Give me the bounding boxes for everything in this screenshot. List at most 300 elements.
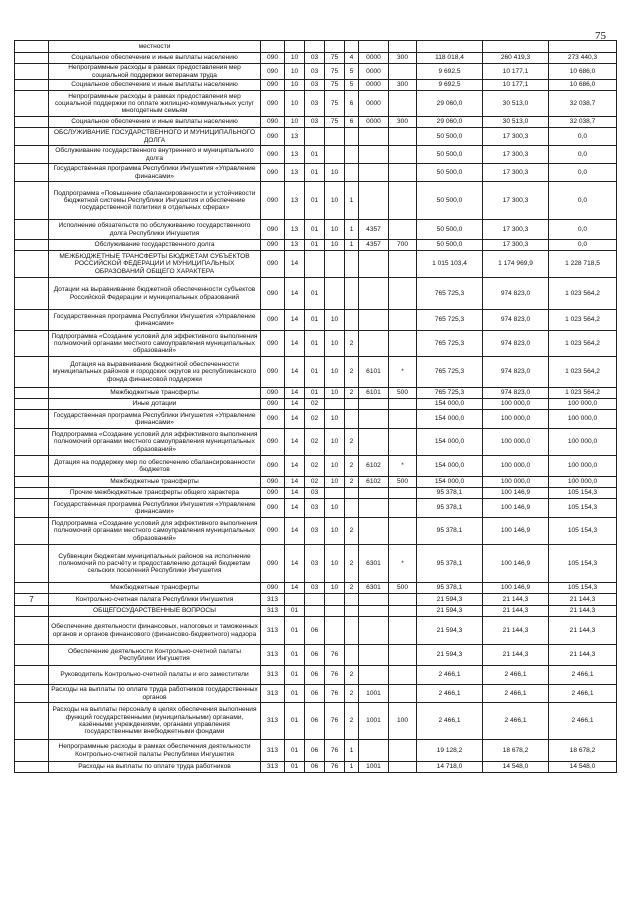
code-cell-c4: 76 xyxy=(325,762,345,773)
code-cell-v1: 765 725,3 xyxy=(417,310,483,331)
code-cell-c3: 03 xyxy=(305,53,325,64)
row-name-cell: Межбюджетные трансферты xyxy=(49,388,261,399)
code-cell-c3: 03 xyxy=(305,583,325,594)
code-cell-v2: 100 000,0 xyxy=(483,456,549,477)
code-cell-c6 xyxy=(359,310,389,331)
row-name-cell: ОБЩЕГОСУДАРСТВЕННЫЕ ВОПРОСЫ xyxy=(49,606,261,617)
code-cell-c7: * xyxy=(389,456,417,477)
code-cell-c5: 2 xyxy=(345,545,359,583)
row-number-cell xyxy=(15,357,49,388)
code-cell-c7: 500 xyxy=(389,477,417,488)
code-cell-c4 xyxy=(325,617,345,645)
code-cell-c5 xyxy=(345,410,359,429)
code-cell-v1: 21 594,3 xyxy=(417,645,483,666)
row-name-cell: Государственная программа Республики Ингушетия «Управление финансами» xyxy=(49,410,261,429)
table-row xyxy=(15,251,617,278)
row-name-cell: Непрограммные расходы в рамках предоставления мер социальной поддержки ветеранам труда xyxy=(49,64,261,80)
code-cell-c1: 090 xyxy=(261,499,285,518)
code-cell-v1: 9 692,5 xyxy=(417,64,483,80)
code-cell-c5: 5 xyxy=(345,80,359,91)
code-cell-c3: 01 xyxy=(305,240,325,251)
table-row xyxy=(15,518,617,545)
code-cell-c1: 313 xyxy=(261,606,285,617)
code-cell-c2: 14 xyxy=(285,583,305,594)
code-cell-v3: 0,0 xyxy=(549,146,617,164)
code-cell-c3: 03 xyxy=(305,518,325,545)
code-cell-c5: 1 xyxy=(345,240,359,251)
code-cell-c3: 06 xyxy=(305,740,325,762)
code-cell-c7 xyxy=(389,499,417,518)
code-cell-c4: 10 xyxy=(325,477,345,488)
code-cell-v2: 10 177,1 xyxy=(483,64,549,80)
code-cell-c4: 75 xyxy=(325,53,345,64)
code-cell-v3: 100 000,0 xyxy=(549,399,617,410)
code-cell-v2: 100 000,0 xyxy=(483,429,549,456)
code-cell-v3: 1 228 718,5 xyxy=(549,251,617,278)
code-cell-v3: 105 154,3 xyxy=(549,583,617,594)
code-cell-c4 xyxy=(325,146,345,164)
code-cell-c7 xyxy=(389,331,417,357)
code-cell-c1: 090 xyxy=(261,117,285,128)
row-number-cell xyxy=(15,410,49,429)
code-cell-c5 xyxy=(345,251,359,278)
table-row xyxy=(15,146,617,164)
code-cell-c7: * xyxy=(389,357,417,388)
code-cell-c6 xyxy=(359,146,389,164)
code-cell-c2: 10 xyxy=(285,91,305,117)
code-cell-v2: 100 000,0 xyxy=(483,410,549,429)
code-cell-c2: 14 xyxy=(285,357,305,388)
code-cell-c5: 1 xyxy=(345,220,359,240)
code-cell-v2: 10 177,1 xyxy=(483,80,549,91)
code-cell-v2: 2 466,1 xyxy=(483,666,549,685)
code-cell-c6: 4357 xyxy=(359,240,389,251)
code-cell-c6: 1001 xyxy=(359,703,389,740)
code-cell-c2: 14 xyxy=(285,331,305,357)
code-cell-c4 xyxy=(325,399,345,410)
code-cell-c7 xyxy=(389,429,417,456)
code-cell-v3: 100 000,0 xyxy=(549,429,617,456)
table-row xyxy=(15,278,617,310)
row-number-cell xyxy=(15,251,49,278)
code-cell-v2: 17 300,3 xyxy=(483,240,549,251)
code-cell-v2: 17 300,3 xyxy=(483,128,549,146)
code-cell-c7: 300 xyxy=(389,53,417,64)
row-number-cell xyxy=(15,399,49,410)
row-name-cell: Иные дотации xyxy=(49,399,261,410)
code-cell-c2 xyxy=(285,41,305,53)
code-cell-c5: 2 xyxy=(345,357,359,388)
code-cell-c6 xyxy=(359,594,389,606)
row-name-cell: Обеспечение деятельности Контрольно-счетной палаты Республики Ингушетия xyxy=(49,645,261,666)
code-cell-v3: 273 440,3 xyxy=(549,53,617,64)
code-cell-c1: 090 xyxy=(261,518,285,545)
row-name-cell: Обслуживание государственного долга xyxy=(49,240,261,251)
code-cell-c7 xyxy=(389,410,417,429)
code-cell-c5 xyxy=(345,278,359,310)
row-name-cell: Контрольно-счетная палата Республики Ингушетия xyxy=(49,594,261,606)
code-cell-c1: 090 xyxy=(261,80,285,91)
code-cell-c4: 76 xyxy=(325,645,345,666)
code-cell-c1: 090 xyxy=(261,357,285,388)
table-row xyxy=(15,64,617,80)
table-row xyxy=(15,53,617,64)
code-cell-c4: 10 xyxy=(325,357,345,388)
code-cell-c1 xyxy=(261,41,285,53)
code-cell-c1: 090 xyxy=(261,128,285,146)
code-cell-c2: 13 xyxy=(285,128,305,146)
code-cell-c2: 14 xyxy=(285,278,305,310)
code-cell-c2: 14 xyxy=(285,477,305,488)
code-cell-c2: 14 xyxy=(285,410,305,429)
code-cell-c2: 10 xyxy=(285,117,305,128)
code-cell-c6 xyxy=(359,164,389,182)
row-name-cell: Подпрограмма «Создание условий для эффективного выполнения полномочий органами местного самоуправления муниципальных образований» xyxy=(49,518,261,545)
code-cell-v2: 100 000,0 xyxy=(483,399,549,410)
code-cell-v1: 95 378,1 xyxy=(417,499,483,518)
code-cell-v3: 32 038,7 xyxy=(549,91,617,117)
code-cell-c7 xyxy=(389,518,417,545)
table-row xyxy=(15,80,617,91)
code-cell-c3: 06 xyxy=(305,645,325,666)
code-cell-c3: 01 xyxy=(305,220,325,240)
code-cell-v1: 2 466,1 xyxy=(417,685,483,703)
code-cell-v2: 21 144,3 xyxy=(483,606,549,617)
code-cell-c7 xyxy=(389,64,417,80)
code-cell-c6 xyxy=(359,399,389,410)
code-cell-v2: 21 144,3 xyxy=(483,617,549,645)
code-cell-c2: 14 xyxy=(285,310,305,331)
row-number-cell xyxy=(15,41,49,53)
code-cell-c6: 0000 xyxy=(359,80,389,91)
code-cell-c5 xyxy=(345,594,359,606)
code-cell-v1: 21 594,3 xyxy=(417,617,483,645)
code-cell-c2: 13 xyxy=(285,220,305,240)
row-number-cell xyxy=(15,606,49,617)
code-cell-v3: 0,0 xyxy=(549,182,617,220)
table-row xyxy=(15,762,617,773)
row-name-cell: Расходы на выплаты по оплате труда работников xyxy=(49,762,261,773)
code-cell-v3: 1 023 564,2 xyxy=(549,388,617,399)
code-cell-c2: 14 xyxy=(285,251,305,278)
code-cell-c1: 090 xyxy=(261,456,285,477)
code-cell-c3: 03 xyxy=(305,499,325,518)
code-cell-c4 xyxy=(325,41,345,53)
code-cell-c3: 01 xyxy=(305,331,325,357)
code-cell-c1: 313 xyxy=(261,740,285,762)
code-cell-c1: 090 xyxy=(261,251,285,278)
code-cell-c7 xyxy=(389,220,417,240)
code-cell-v1: 19 128,2 xyxy=(417,740,483,762)
code-cell-c3: 01 xyxy=(305,164,325,182)
code-cell-c6: 6101 xyxy=(359,357,389,388)
code-cell-c2: 10 xyxy=(285,64,305,80)
code-cell-c1: 090 xyxy=(261,182,285,220)
code-cell-c2: 01 xyxy=(285,703,305,740)
code-cell-c6: 6101 xyxy=(359,388,389,399)
code-cell-c4: 75 xyxy=(325,80,345,91)
row-number-cell xyxy=(15,429,49,456)
code-cell-v1: 95 378,1 xyxy=(417,583,483,594)
code-cell-c6: 1001 xyxy=(359,685,389,703)
code-cell-v1: 765 725,3 xyxy=(417,331,483,357)
code-cell-c6 xyxy=(359,429,389,456)
code-cell-c1: 090 xyxy=(261,91,285,117)
code-cell-v1: 50 500,0 xyxy=(417,146,483,164)
code-cell-v2: 2 466,1 xyxy=(483,685,549,703)
code-cell-c6 xyxy=(359,740,389,762)
code-cell-v2: 100 146,9 xyxy=(483,488,549,499)
code-cell-c7: * xyxy=(389,545,417,583)
code-cell-c5 xyxy=(345,310,359,331)
code-cell-v1: 21 594,3 xyxy=(417,606,483,617)
row-name-cell: Государственная программа Республики Ингушетия «Управление финансами» xyxy=(49,310,261,331)
code-cell-v2: 100 000,0 xyxy=(483,477,549,488)
code-cell-c4: 10 xyxy=(325,518,345,545)
code-cell-c3 xyxy=(305,41,325,53)
code-cell-c4: 10 xyxy=(325,456,345,477)
code-cell-c3 xyxy=(305,606,325,617)
row-name-cell: Подпрограмма «Создание условий для эффективного выполнения полномочий органами местного самоуправления муниципальных образований» xyxy=(49,429,261,456)
row-name-cell: местности xyxy=(49,41,261,53)
code-cell-c7 xyxy=(389,310,417,331)
code-cell-c1: 313 xyxy=(261,645,285,666)
code-cell-v2: 260 419,3 xyxy=(483,53,549,64)
code-cell-c2 xyxy=(285,594,305,606)
row-number-cell xyxy=(15,762,49,773)
code-cell-c3: 01 xyxy=(305,146,325,164)
code-cell-v2: 18 678,2 xyxy=(483,740,549,762)
table-row xyxy=(15,499,617,518)
code-cell-v3: 1 023 564,2 xyxy=(549,357,617,388)
code-cell-c2: 13 xyxy=(285,182,305,220)
code-cell-v3: 0,0 xyxy=(549,128,617,146)
code-cell-c5 xyxy=(345,41,359,53)
table-row xyxy=(15,357,617,388)
code-cell-c4: 75 xyxy=(325,117,345,128)
code-cell-c6 xyxy=(359,278,389,310)
code-cell-v1: 154 000,0 xyxy=(417,456,483,477)
code-cell-v3: 21 144,3 xyxy=(549,606,617,617)
row-name-cell: Подпрограмма «Создание условий для эффективного выполнения полномочий органами местного самоуправления муниципальных образований» xyxy=(49,331,261,357)
code-cell-v3: 18 678,2 xyxy=(549,740,617,762)
row-name-cell: Непрограммные расходы в рамках обеспечения деятельности Контрольно-счетной палаты Республики Ингушетия xyxy=(49,740,261,762)
code-cell-c7: 300 xyxy=(389,80,417,91)
code-cell-v3: 10 686,0 xyxy=(549,64,617,80)
code-cell-v1: 154 000,0 xyxy=(417,477,483,488)
row-number-cell xyxy=(15,703,49,740)
code-cell-c6: 6102 xyxy=(359,456,389,477)
row-number-cell xyxy=(15,388,49,399)
code-cell-v1: 765 725,3 xyxy=(417,357,483,388)
code-cell-c4 xyxy=(325,488,345,499)
code-cell-v2: 974 823,0 xyxy=(483,357,549,388)
code-cell-c7 xyxy=(389,488,417,499)
row-number-cell xyxy=(15,740,49,762)
table-row xyxy=(15,456,617,477)
code-cell-v3: 21 144,3 xyxy=(549,617,617,645)
code-cell-c1: 090 xyxy=(261,488,285,499)
code-cell-c6: 0000 xyxy=(359,53,389,64)
code-cell-c3 xyxy=(305,251,325,278)
code-cell-c6: 6301 xyxy=(359,583,389,594)
code-cell-c6 xyxy=(359,41,389,53)
code-cell-v3: 10 686,0 xyxy=(549,80,617,91)
code-cell-v1: 50 500,0 xyxy=(417,240,483,251)
code-cell-c4 xyxy=(325,594,345,606)
code-cell-v2: 14 548,0 xyxy=(483,762,549,773)
row-number-cell xyxy=(15,499,49,518)
code-cell-c5 xyxy=(345,606,359,617)
row-name-cell: Обслуживание государственного внутреннего и муниципального долга xyxy=(49,146,261,164)
code-cell-c6 xyxy=(359,251,389,278)
code-cell-c6 xyxy=(359,645,389,666)
code-cell-v3: 14 548,0 xyxy=(549,762,617,773)
row-number-cell xyxy=(15,164,49,182)
code-cell-c4 xyxy=(325,278,345,310)
code-cell-v1: 50 500,0 xyxy=(417,182,483,220)
code-cell-c5: 2 xyxy=(345,518,359,545)
code-cell-v1: 118 018,4 xyxy=(417,53,483,64)
row-name-cell: Социальное обеспечение и иные выплаты населению xyxy=(49,117,261,128)
code-cell-v2: 17 300,3 xyxy=(483,146,549,164)
row-name-cell: Дотация на поддержку мер по обеспечению сбалансированности бюджетов xyxy=(49,456,261,477)
code-cell-v2: 100 146,9 xyxy=(483,499,549,518)
code-cell-c4: 10 xyxy=(325,545,345,583)
code-cell-c4 xyxy=(325,251,345,278)
code-cell-v3: 105 154,3 xyxy=(549,499,617,518)
code-cell-c7 xyxy=(389,128,417,146)
code-cell-c6 xyxy=(359,617,389,645)
code-cell-c1: 090 xyxy=(261,310,285,331)
code-cell-v2: 974 823,0 xyxy=(483,388,549,399)
code-cell-c4: 10 xyxy=(325,410,345,429)
code-cell-v1: 9 692,5 xyxy=(417,80,483,91)
code-cell-c2: 13 xyxy=(285,146,305,164)
code-cell-c5: 2 xyxy=(345,456,359,477)
row-name-cell: Межбюджетные трансферты xyxy=(49,583,261,594)
code-cell-c7 xyxy=(389,762,417,773)
code-cell-c2: 14 xyxy=(285,499,305,518)
code-cell-c5: 5 xyxy=(345,64,359,80)
code-cell-v1 xyxy=(417,41,483,53)
table-row xyxy=(15,545,617,583)
code-cell-c3: 02 xyxy=(305,399,325,410)
code-cell-c3: 06 xyxy=(305,685,325,703)
code-cell-c2: 14 xyxy=(285,388,305,399)
code-cell-c7 xyxy=(389,740,417,762)
code-cell-v3: 1 023 564,2 xyxy=(549,278,617,310)
row-number-cell xyxy=(15,80,49,91)
code-cell-c3: 03 xyxy=(305,64,325,80)
code-cell-c5: 2 xyxy=(345,429,359,456)
code-cell-v3: 100 000,0 xyxy=(549,477,617,488)
code-cell-c3: 03 xyxy=(305,117,325,128)
code-cell-c3: 01 xyxy=(305,278,325,310)
row-number-cell xyxy=(15,278,49,310)
code-cell-v2: 100 146,9 xyxy=(483,583,549,594)
row-number-cell xyxy=(15,583,49,594)
code-cell-c5: 2 xyxy=(345,331,359,357)
code-cell-c7 xyxy=(389,146,417,164)
code-cell-c2: 01 xyxy=(285,606,305,617)
code-cell-c7 xyxy=(389,251,417,278)
code-cell-c2: 14 xyxy=(285,429,305,456)
code-cell-c3: 03 xyxy=(305,91,325,117)
code-cell-v3: 2 466,1 xyxy=(549,703,617,740)
table-row xyxy=(15,41,617,53)
code-cell-c5: 6 xyxy=(345,117,359,128)
code-cell-c3: 06 xyxy=(305,617,325,645)
code-cell-c1: 090 xyxy=(261,240,285,251)
code-cell-c7: 100 xyxy=(389,703,417,740)
code-cell-c6 xyxy=(359,182,389,220)
code-cell-v3: 1 023 564,2 xyxy=(549,310,617,331)
row-name-cell: Руководитель Контрольно-счетной палаты и его заместители xyxy=(49,666,261,685)
code-cell-v2: 17 300,3 xyxy=(483,182,549,220)
code-cell-c1: 090 xyxy=(261,53,285,64)
code-cell-v3: 21 144,3 xyxy=(549,594,617,606)
code-cell-c7 xyxy=(389,182,417,220)
code-cell-c1: 090 xyxy=(261,278,285,310)
code-cell-v3: 105 154,3 xyxy=(549,488,617,499)
row-number-cell xyxy=(15,182,49,220)
row-name-cell: Обеспечение деятельности финансовых, налоговых и таможенных органов и органов финансового (финансово-бюджетного) надзора xyxy=(49,617,261,645)
page-number: 75 xyxy=(595,30,606,42)
row-name-cell: Межбюджетные трансферты xyxy=(49,477,261,488)
code-cell-c5: 2 xyxy=(345,388,359,399)
code-cell-c5: 2 xyxy=(345,583,359,594)
code-cell-v1: 50 500,0 xyxy=(417,220,483,240)
code-cell-c3: 06 xyxy=(305,762,325,773)
row-name-cell: ОБСЛУЖИВАНИЕ ГОСУДАРСТВЕННОГО И МУНИЦИПАЛЬНОГО ДОЛГА xyxy=(49,128,261,146)
budget-table xyxy=(14,40,617,773)
row-name-cell: Социальное обеспечение и иные выплаты населению xyxy=(49,80,261,91)
code-cell-c5: 4 xyxy=(345,53,359,64)
code-cell-c7 xyxy=(389,164,417,182)
code-cell-c5: 2 xyxy=(345,703,359,740)
code-cell-v3: 32 038,7 xyxy=(549,117,617,128)
table-row xyxy=(15,117,617,128)
code-cell-c5 xyxy=(345,146,359,164)
code-cell-c5 xyxy=(345,164,359,182)
code-cell-c3: 02 xyxy=(305,429,325,456)
code-cell-c4: 76 xyxy=(325,740,345,762)
code-cell-c1: 090 xyxy=(261,429,285,456)
code-cell-c7: 700 xyxy=(389,240,417,251)
table-row xyxy=(15,310,617,331)
code-cell-c5 xyxy=(345,499,359,518)
code-cell-c7 xyxy=(389,594,417,606)
table-row xyxy=(15,128,617,146)
code-cell-c5: 2 xyxy=(345,666,359,685)
code-cell-v1: 29 060,0 xyxy=(417,117,483,128)
table-row xyxy=(15,240,617,251)
row-name-cell: Социальное обеспечение и иные выплаты населению xyxy=(49,53,261,64)
row-name-cell: Государственная программа Республики Ингушетия «Управление финансами» xyxy=(49,164,261,182)
row-number-cell xyxy=(15,146,49,164)
code-cell-v3: 0,0 xyxy=(549,240,617,251)
code-cell-c4: 10 xyxy=(325,583,345,594)
code-cell-v3: 21 144,3 xyxy=(549,645,617,666)
code-cell-c3: 03 xyxy=(305,80,325,91)
code-cell-c1: 090 xyxy=(261,545,285,583)
code-cell-c4: 75 xyxy=(325,64,345,80)
code-cell-c1: 090 xyxy=(261,583,285,594)
code-cell-c3: 02 xyxy=(305,477,325,488)
code-cell-c1: 090 xyxy=(261,399,285,410)
row-name-cell: Прочие межбюджетные трансферты общего характера xyxy=(49,488,261,499)
